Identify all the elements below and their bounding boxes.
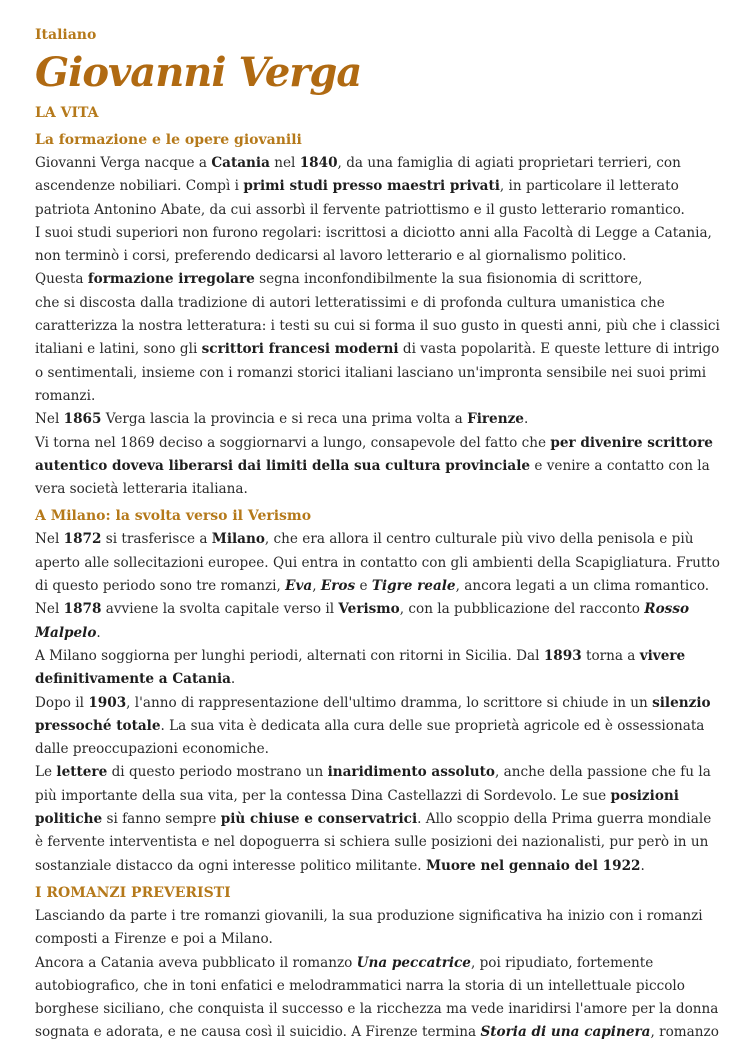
text-run: Nel bbox=[35, 531, 64, 548]
paragraph bbox=[35, 952, 720, 1045]
bold-text: 1865 bbox=[63, 411, 102, 428]
bold-italic-text: Storia di una capinera bbox=[480, 1024, 651, 1041]
bold-italic-text: Tigre reale bbox=[371, 578, 456, 595]
paragraph bbox=[35, 645, 720, 692]
text-run: , romanzo bbox=[650, 1024, 719, 1041]
bold-italic-text: Eva bbox=[285, 578, 313, 595]
text-run: Le bbox=[35, 764, 57, 781]
subject-label: Italiano bbox=[35, 27, 97, 43]
bold-text: Muore nel gennaio del 1922 bbox=[425, 857, 641, 874]
bold-italic-text: Una peccatrice bbox=[356, 954, 471, 971]
text-run: . bbox=[523, 411, 529, 428]
bold-text: Verismo bbox=[338, 601, 400, 618]
bold-italic-text: Rosso Malpelo bbox=[35, 601, 690, 641]
bold-text: Milano bbox=[211, 531, 265, 548]
paragraph bbox=[35, 761, 720, 877]
bold-italic-text: Eros bbox=[320, 578, 356, 595]
page-title: Giovanni Verga bbox=[35, 49, 362, 96]
section-heading: I ROMANZI PREVERISTI bbox=[35, 884, 231, 901]
text-run: . bbox=[96, 624, 101, 641]
text-run: di questo periodo mostrano un bbox=[107, 764, 328, 781]
bold-text: 1878 bbox=[63, 601, 102, 618]
text-run: , anche della passione che fu la più importante della sua vita, per la contessa Dina Castellazzi di Sordevolo. Le sue bbox=[35, 764, 711, 804]
paragraph bbox=[35, 268, 720, 291]
bold-text: vivere definitivamente a Catania bbox=[35, 647, 686, 688]
text-run: e venire a contatto con la vera società letteraria italiana. bbox=[35, 457, 710, 498]
paragraph bbox=[35, 528, 720, 644]
bold-text: Catania bbox=[211, 155, 270, 171]
text-run: nel bbox=[269, 155, 300, 171]
bold-text: posizioni politiche bbox=[35, 787, 679, 828]
text-run: , l'anno di rappresentazione dell'ultimo dramma, lo scrittore si chiude in un bbox=[126, 694, 653, 711]
text-run: . Allo scoppio della Prima guerra mondiale è fervente interventista e nel dopoguerra si schiera sulle posizioni dei nazionalisti, pur però in un sostanziale distacco da ogni interesse politico militante. bbox=[35, 811, 712, 874]
text-run: , che era allora il centro culturale più vivo della penisola e più aperto alle sollecitazioni europee. Qui entra in contatto con gli ambienti della Scapigliatura. Frutto di questo periodo sono tre romanzi, bbox=[35, 531, 720, 595]
bold-text: 1840 bbox=[299, 155, 338, 171]
text-run: che si discosta dalla tradizione di autori letteratissimi e di profonda cultura umanistica che caratterizza la nostra letteratura: i testi su cui si forma il suo gusto in questi anni, più che i classici italiani e latini, sono gli bbox=[35, 294, 720, 358]
bold-text: più chiuse e conservatrici bbox=[220, 811, 418, 828]
paragraph bbox=[35, 905, 720, 952]
document-body bbox=[35, 102, 720, 1045]
bold-text: 1872 bbox=[63, 531, 102, 548]
bold-text: per divenire scrittore autentico doveva liberarsi dai limiti della sua cultura provinciale bbox=[35, 434, 713, 474]
text-run: A Milano soggiorna per lunghi periodi, alternati con ritorni in Sicilia. Dal bbox=[35, 647, 544, 664]
text-run: Verga lascia la provincia e si reca una prima volta a bbox=[101, 411, 468, 428]
text-run: e bbox=[355, 578, 372, 595]
text-run: Dopo il bbox=[35, 694, 89, 711]
text-run: Questa bbox=[35, 271, 88, 288]
text-run: di vasta popolarità. E queste letture di intrigo o sentimentali, insieme con i romanzi storici italiani lasciano un'impronta sensibile nei suoi primi romanzi. bbox=[35, 341, 720, 404]
bold-text: silenzio pressoché totale bbox=[35, 694, 711, 734]
text-run: si fanno sempre bbox=[102, 811, 221, 828]
text-run: Ancora a Catania aveva pubblicato il romanzo bbox=[35, 954, 357, 971]
paragraph bbox=[35, 408, 720, 431]
text-run: . La sua vita è dedicata alla cura delle sue proprietà agricole ed è ossessionata dalle preoccupazioni economiche. bbox=[35, 717, 705, 758]
text-run: Nel bbox=[35, 411, 64, 428]
bold-text: inaridimento assoluto bbox=[327, 764, 495, 781]
text-run: , da una famiglia di agiati proprietari terrieri, con ascendenze nobiliari. Compì i bbox=[35, 155, 681, 195]
bold-text: scrittori francesi moderni bbox=[201, 341, 399, 358]
paragraph bbox=[35, 432, 720, 502]
paragraph bbox=[35, 222, 720, 269]
bold-text: formazione irregolare bbox=[87, 271, 255, 288]
text-run: , con la pubblicazione del racconto bbox=[399, 601, 645, 618]
text-run: , poi ripudiato, fortemente autobiografico, che in toni enfatici e melodrammatici narra la storia di un intellettuale piccolo borghese siciliano, che conquista il successo e la ricchezza ma vede inaridirsi l'amore per la donna sognata e adorata, e ne causa così il suicidio. A Firenze termina bbox=[35, 954, 719, 1041]
bold-text: lettere bbox=[56, 764, 108, 781]
bold-text: primi studi presso maestri privati bbox=[243, 178, 500, 195]
text-run: . bbox=[230, 671, 236, 688]
text-run: Giovanni Verga nacque a bbox=[35, 155, 212, 171]
text-run: si trasferisce a bbox=[101, 531, 212, 548]
text-run: Lasciando da parte i tre romanzi giovanili, la sua produzione significativa ha inizio con i romanzi composti a Firenze e poi a Milano. bbox=[35, 907, 703, 948]
paragraph bbox=[35, 692, 720, 762]
text-run: avviene la svolta capitale verso il bbox=[101, 601, 339, 618]
subsection-heading: La formazione e le opere giovanili bbox=[35, 132, 302, 148]
text-run: I suoi studi superiori non furono regolari: iscrittosi a diciotto anni alla Facoltà di Legge a Catania, non terminò i corsi, preferendo dedicarsi al lavoro letterario e al giornalismo politico. bbox=[35, 224, 712, 265]
text-run: , bbox=[312, 578, 321, 595]
text-run: torna a bbox=[581, 647, 640, 664]
paragraph bbox=[35, 152, 720, 222]
text-run: . bbox=[640, 857, 645, 874]
text-run: , in particolare il letterato patriota Antonino Abate, da cui assorbì il fervente patriottismo e il gusto letterario romantico. bbox=[35, 178, 685, 218]
text-run: segna inconfondibilmente la sua fisionomia di scrittore, bbox=[254, 271, 643, 288]
subsection-heading: A Milano: la svolta verso il Verismo bbox=[35, 508, 312, 525]
bold-text: Firenze bbox=[467, 411, 524, 428]
bold-text: 1903 bbox=[88, 694, 127, 711]
text-run: , ancora legati a un clima romantico. Nel bbox=[35, 578, 710, 618]
paragraph bbox=[35, 292, 720, 408]
text-run: Vi torna nel 1869 deciso a soggiornarvi a lungo, consapevole del fatto che bbox=[35, 434, 551, 451]
section-heading: LA VITA bbox=[35, 105, 99, 121]
bold-text: 1893 bbox=[543, 647, 582, 664]
